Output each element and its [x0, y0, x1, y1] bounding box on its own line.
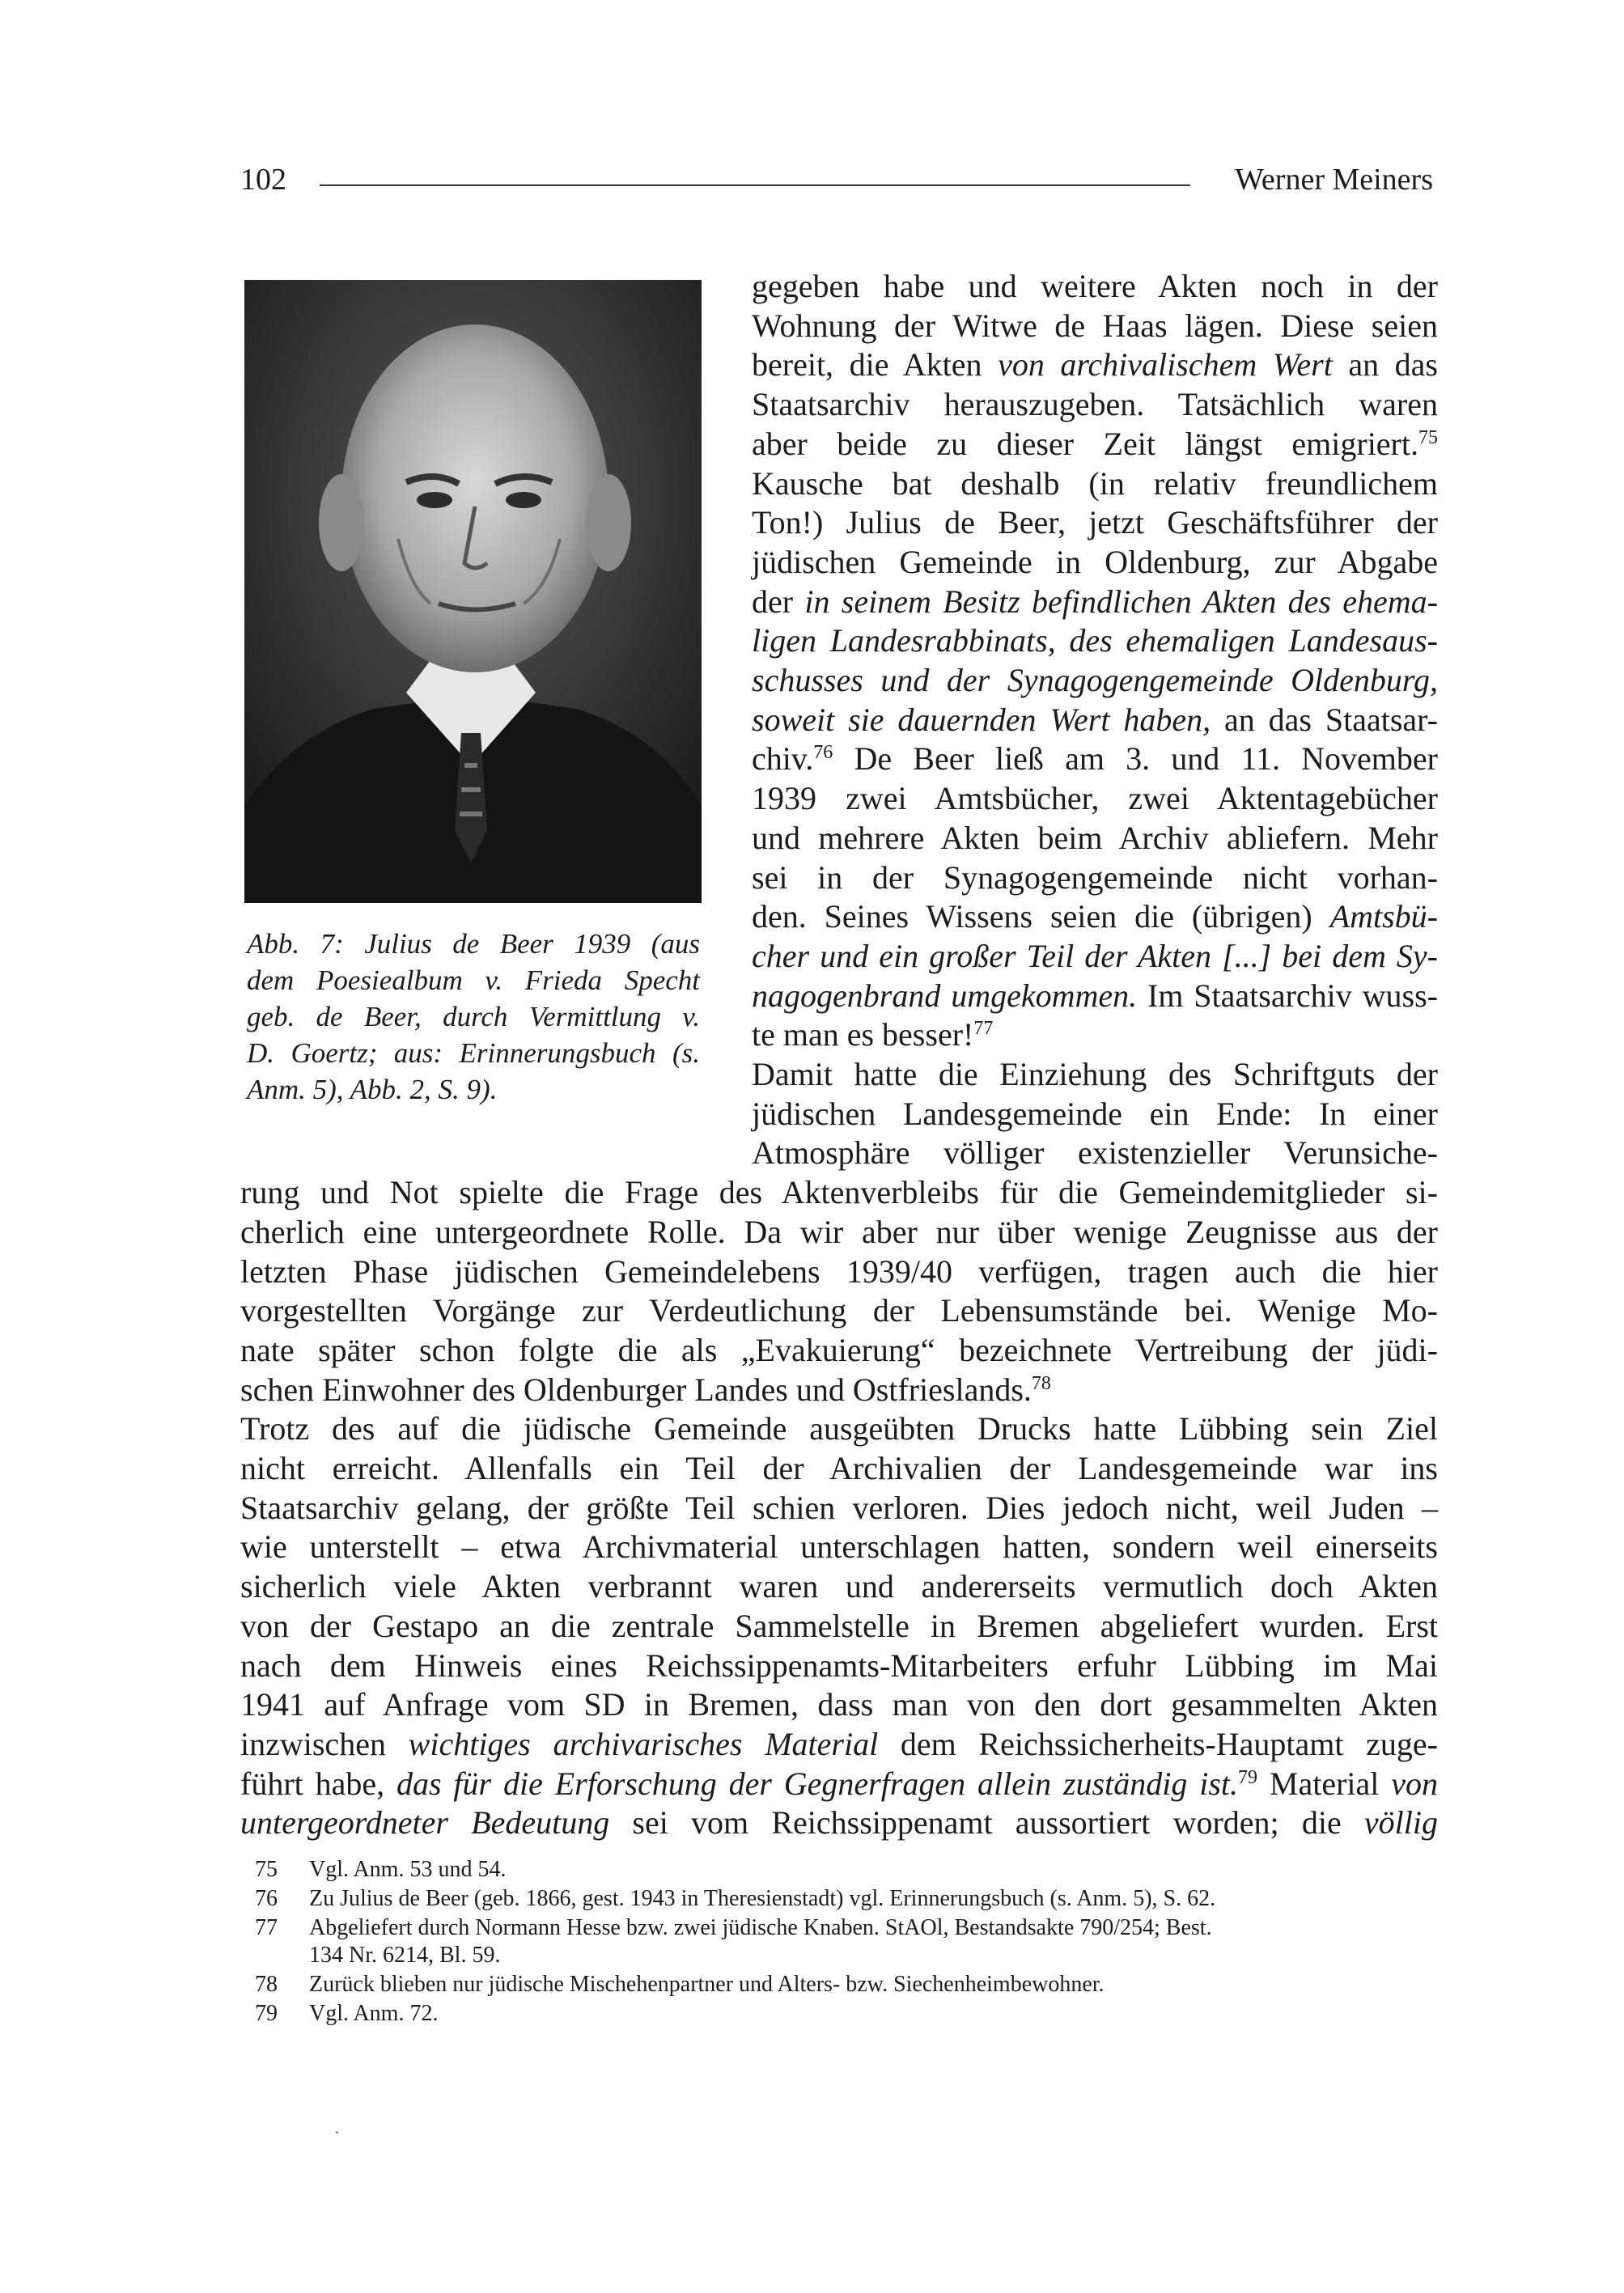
text-line: te man es besser!$^{77}$	[752, 1016, 994, 1053]
figure-caption	[247, 926, 700, 1108]
text-line: Damit hatte die Einziehung des Schriftguts der	[752, 1056, 1438, 1092]
footnote-number: 78	[255, 1972, 278, 1997]
text-line: schen Einwohner des Oldenburger Landes und Ostfrieslands.$^{78}$	[240, 1371, 1051, 1408]
footnote	[240, 1914, 1438, 1969]
text-line: letzten Phase jüdischen Gemeindelebens 1939/40 verfügen, tragen auch die hier	[240, 1252, 1438, 1290]
text-line: jüdischen Landesgemeinde ein Ende: In einer	[752, 1095, 1438, 1132]
text-line: führt habe, das für die Erforschung der Gegnerfragen allein zuständig ist.$^{79}$ Material von	[240, 1765, 1439, 1802]
text-line: chiv.$^{76}$ De Beer ließ am 3. und 11. November	[752, 740, 1438, 778]
caption-line: dem Poesiealbum v. Frieda Specht	[247, 964, 700, 996]
text-line: inzwischen wichtiges archivarisches Material dem Reichssicherheits-Hauptamt zuge-	[240, 1725, 1438, 1762]
text-line: bereit, die Akten von archivalischem Wert an das	[752, 346, 1438, 384]
footnotes	[240, 1856, 1438, 2029]
text-line: sicherlich viele Akten verbrannt waren und andererseits vermutlich doch Akten	[240, 1568, 1438, 1605]
text-line: nach dem Hinweis eines Reichssippenamts-Mitarbeiters erfuhr Lübbing im Mai	[240, 1647, 1438, 1684]
footnote	[240, 1856, 1438, 1884]
text-line: der in seinem Besitz befindlichen Akten des ehema-	[752, 583, 1438, 620]
text-line: Wohnung der Witwe de Haas lägen. Diese seien	[752, 307, 1438, 344]
text-line: schusses und der Synagogengemeinde Oldenburg,	[752, 662, 1438, 698]
footnote-text: 134 Nr. 6214, Bl. 59.	[309, 1943, 501, 1968]
text-line: nagogenbrand umgekommen. Im Staatsarchiv wuss-	[752, 977, 1438, 1014]
footnote	[240, 2000, 1438, 2028]
text-line: Atmosphäre völliger existenzieller Verunsiche-	[752, 1134, 1438, 1172]
footnote-text: Zurück blieben nur jüdische Mischehenpartner und Alters- bzw. Siechenheimbewohner.	[309, 1972, 1105, 1997]
header-rule	[320, 184, 1190, 186]
text-line: sei in der Synagogengemeinde nicht vorhan-	[752, 858, 1438, 896]
text-line: vorgestellten Vorgänge zur Verdeutlichung der Lebensumstände bei. Wenige Mo-	[240, 1292, 1438, 1329]
footnote-number: 79	[255, 2001, 278, 2026]
caption-line: Anm. 5), Abb. 2, S. 9).	[247, 1074, 498, 1105]
caption-line: geb. de Beer, durch Vermittlung v.	[247, 1001, 700, 1032]
text-line: wie unterstellt – etwa Archivmaterial unterschlagen hatten, sondern weil einerseits	[240, 1528, 1438, 1566]
text-line: untergeordneter Bedeutung sei vom Reichssippenamt aussortiert worden; die völlig	[240, 1804, 1439, 1842]
text-line: nicht erreicht. Allenfalls ein Teil der Archivalien der Landesgemeinde war ins	[240, 1450, 1438, 1486]
text-line: 1941 auf Anfrage vom SD in Bremen, dass man von den dort gesammelten Akten	[240, 1686, 1438, 1723]
text-line: nate später schon folgte die als „Evakuierung“ bezeichnete Vertreibung der jüdi-	[240, 1331, 1438, 1368]
text-line: von der Gestapo an die zentrale Sammelstelle in Bremen abgeliefert wurden. Erst	[240, 1607, 1438, 1644]
text-line: Ton!) Julius de Beer, jetzt Geschäftsführer der	[752, 504, 1438, 541]
text-line: ligen Landesrabbinats, des ehemaligen Landesaus-	[752, 622, 1438, 659]
text-line: Kausche bat deshalb (in relativ freundlichem	[752, 464, 1438, 502]
text-line: 1939 zwei Amtsbücher, zwei Aktentagebücher	[752, 780, 1438, 817]
text-line: Trotz des auf die jüdische Gemeinde ausgeübten Drucks hatte Lübbing sein Ziel	[240, 1410, 1438, 1447]
footnote-text: Zu Julius de Beer (geb. 1866, gest. 1943 in Theresienstadt) vgl. Erinnerungsbuch (s. Anm. 5), S. 62.	[309, 1886, 1216, 1911]
scan-speck	[336, 2131, 338, 2134]
text-line: Staatsarchiv gelang, der größte Teil schien verloren. Dies jedoch nicht, weil Juden –	[240, 1489, 1438, 1526]
footnote-number: 76	[255, 1886, 278, 1911]
footnote-text: Vgl. Anm. 53 und 54.	[309, 1857, 507, 1882]
text-line: aber beide zu dieser Zeit längst emigriert.$^{75}$	[752, 425, 1438, 462]
footnote-text: Vgl. Anm. 72.	[309, 2001, 439, 2026]
text-line: den. Seines Wissens seien die (übrigen) Amtsbü-	[752, 898, 1438, 935]
footnote	[240, 1971, 1438, 1998]
text-line: jüdischen Gemeinde in Oldenburg, zur Abgabe	[752, 543, 1438, 580]
text-line: cherlich eine untergeordnete Rolle. Da wir aber nur über wenige Zeugnisse aus der	[240, 1213, 1438, 1250]
footnote-number: 75	[255, 1857, 278, 1882]
running-header-author: Werner Meiners	[1235, 163, 1433, 197]
footnote-number: 77	[255, 1915, 278, 1940]
page-number: 102	[240, 163, 286, 197]
footnote	[240, 1885, 1438, 1913]
footnote-text: Abgeliefert durch Normann Hesse bzw. zwei jüdische Knaben. StAOl, Bestandsakte 790/254; Best.	[309, 1915, 1212, 1940]
text-line: rung und Not spielte die Frage des Aktenverbleibs für die Gemeindemitglieder si-	[240, 1174, 1438, 1211]
caption-line: Abb. 7: Julius de Beer 1939 (aus	[247, 928, 700, 960]
text-line: gegeben habe und weitere Akten noch in der	[752, 268, 1438, 304]
text-line: soweit sie dauernden Wert haben, an das Staatsar-	[752, 701, 1438, 738]
text-line: cher und ein großer Teil der Akten [...] bei dem Sy-	[752, 937, 1438, 974]
text-line: Staatsarchiv herauszugeben. Tatsächlich waren	[752, 386, 1438, 423]
text-line: und mehrere Akten beim Archiv abliefern. Mehr	[752, 819, 1438, 856]
caption-line: D. Goertz; aus: Erinnerungsbuch (s.	[247, 1037, 700, 1069]
portrait-photo	[244, 280, 702, 903]
